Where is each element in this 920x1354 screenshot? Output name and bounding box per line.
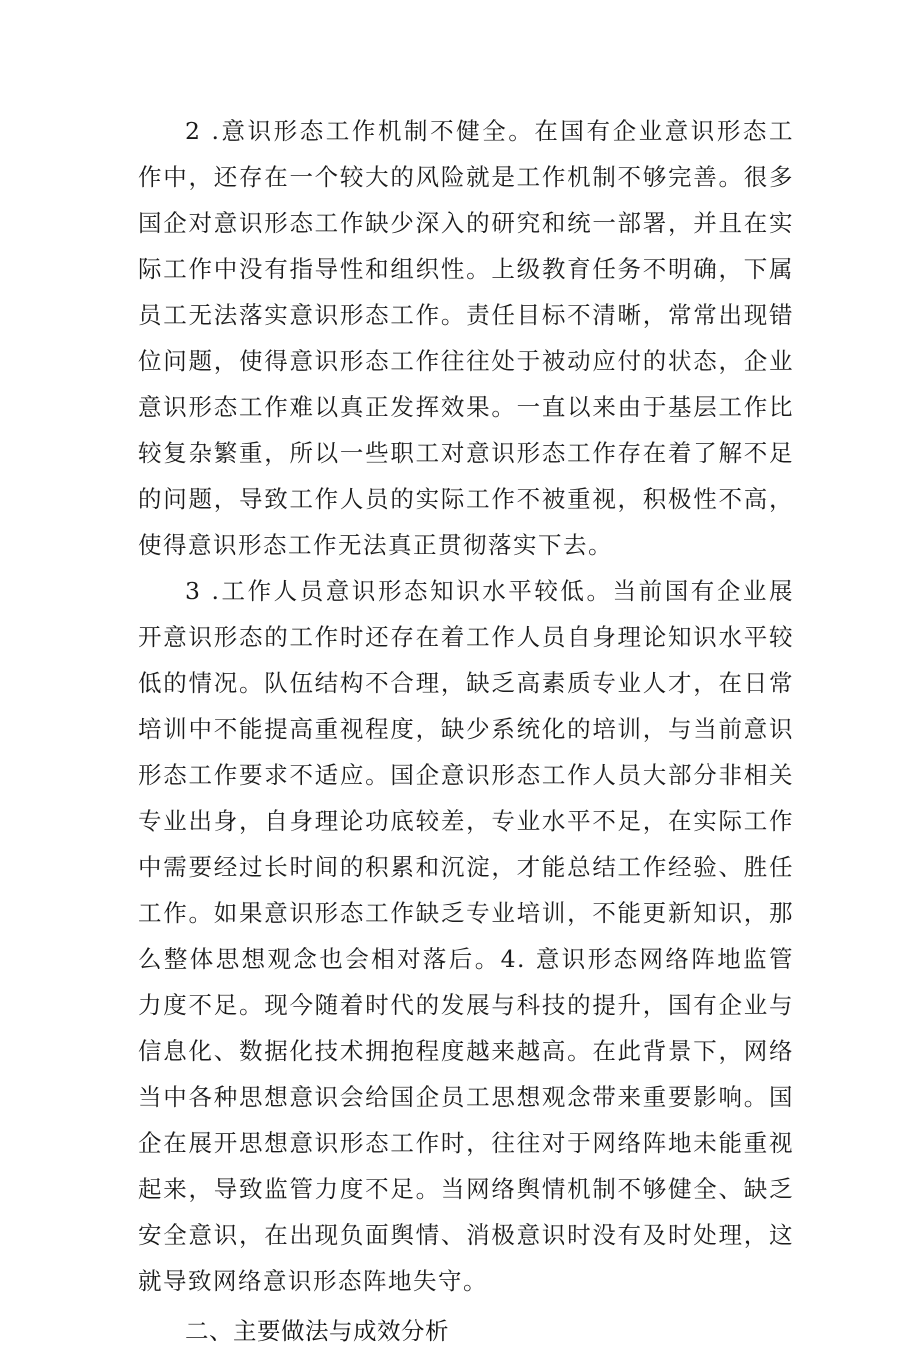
document-page — [138, 108, 794, 1354]
paragraph-staff-knowledge: 3 .工作人员意识形态知识水平较低。当前国有企业展开意识形态的工作时还存在着工作人员自身理论知识水平较低的情况。队伍结构不合理，缺乏高素质专业人才，在日常培训中不能提高重视程度，缺少系统化的培训，与当前意识形态工作要求不适应。国企意识形态工作人员大部分非相关专业出身，自身理论功底较差，专业水平不足，在实际工作中需要经过长时间的积累和沉淀，才能总结工作经验、胜任工作。如果意识形态工作缺乏专业培训，不能更新知识，那么整体思想观念也会相对落后。4. 意识形态网络阵地监管力度不足。现今随着时代的发展与科技的提升，国有企业与信息化、数据化技术拥抱程度越来越高。在此背景下，网络当中各种思想意识会给国企员工思想观念带来重要影响。国企在展开思想意识形态工作时，往往对于网络阵地未能重视起来，导致监管力度不足。当网络舆情机制不够健全、缺乏安全意识，在出现负面舆情、消极意识时没有及时处理，这就导致网络意识形态阵地失守。 — [138, 577, 794, 1295]
paragraph-work-mechanism: 2 .意识形态工作机制不健全。在国有企业意识形态工作中，还存在一个较大的风险就是工作机制不够完善。很多国企对意识形态工作缺少深入的研究和统一部署，并且在实际工作中没有指导性和组织性。上级教育任务不明确，下属员工无法落实意识形态工作。责任目标不清晰，常常出现错位问题，使得意识形态工作往往处于被动应付的状态，企业意识形态工作难以真正发挥效果。一直以来由于基层工作比较复杂繁重，所以一些职工对意识形态工作存在着了解不足的问题，导致工作人员的实际工作不被重视，积极性不高，使得意识形态工作无法真正贯彻落实下去。 — [138, 117, 794, 559]
section-heading: 二、主要做法与成效分析 — [185, 1317, 449, 1345]
